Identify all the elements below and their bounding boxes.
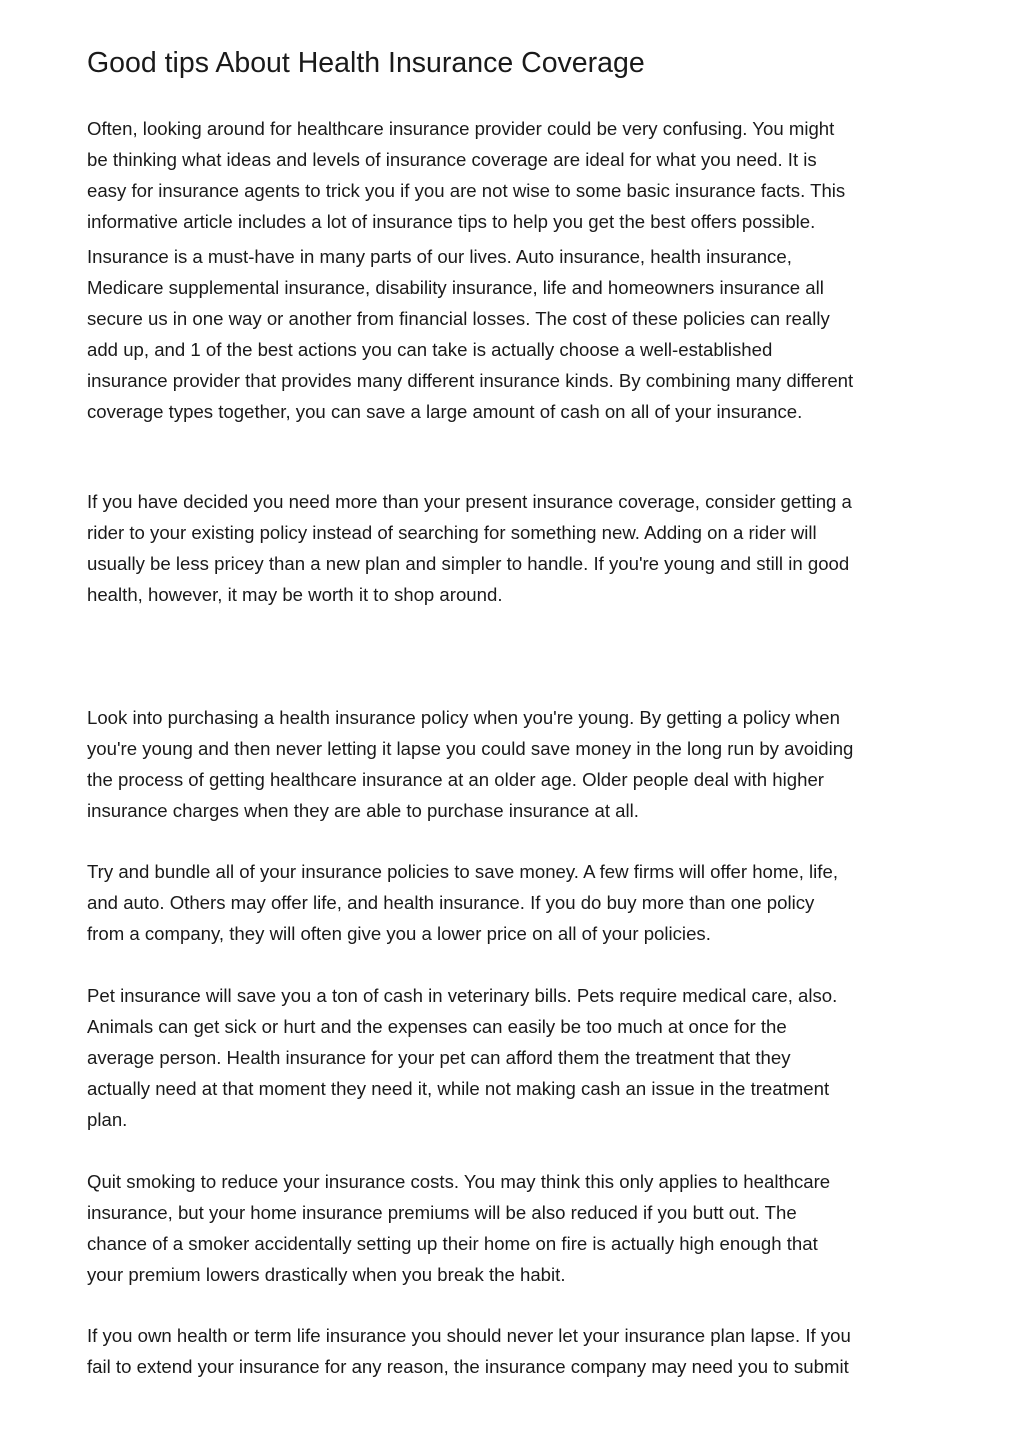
paragraph-line: from a company, they will often give you a lower price on all of your policies. — [87, 923, 711, 944]
paragraph-line: insurance, but your home insurance premiums will be also reduced if you butt out. The — [87, 1202, 797, 1223]
paragraph-line: Medicare supplemental insurance, disability insurance, life and homeowners insurance all — [87, 277, 824, 298]
paragraph-line: fail to extend your insurance for any reason, the insurance company may need you to submit — [87, 1356, 849, 1377]
paragraph-line: health, however, it may be worth it to shop around. — [87, 584, 503, 605]
paragraph-line: usually be less pricey than a new plan and simpler to handle. If you're young and still in good — [87, 553, 850, 574]
paragraph-line: actually need at that moment they need it, while not making cash an issue in the treatment — [87, 1078, 830, 1099]
paragraph-line: Try and bundle all of your insurance policies to save money. A few firms will offer home, life, — [87, 861, 838, 882]
paragraph-line: the process of getting healthcare insurance at an older age. Older people deal with higher — [87, 769, 824, 790]
paragraph-1 — [87, 113, 845, 237]
paragraph-line: you're young and then never letting it lapse you could save money in the long run by avoiding — [87, 738, 854, 759]
paragraph-line: plan. — [87, 1109, 128, 1130]
paragraph-4 — [87, 702, 853, 826]
document-title: Good tips About Health Insurance Coverage — [87, 47, 645, 79]
paragraph-line: Pet insurance will save you a ton of cash in veterinary bills. Pets require medical care, also. — [87, 985, 838, 1006]
paragraph-7 — [87, 1166, 830, 1290]
paragraph-8 — [87, 1320, 851, 1382]
paragraph-line: secure us in one way or another from financial losses. The cost of these policies can really — [87, 308, 830, 329]
paragraph-line: be thinking what ideas and levels of insurance coverage are ideal for what you need. It is — [87, 149, 817, 170]
paragraph-line: Insurance is a must-have in many parts of our lives. Auto insurance, health insurance, — [87, 246, 792, 267]
paragraph-line: If you have decided you need more than your present insurance coverage, consider getting a — [87, 491, 852, 512]
paragraph-line: average person. Health insurance for your pet can afford them the treatment that they — [87, 1047, 791, 1068]
paragraph-line: add up, and 1 of the best actions you can take is actually choose a well-established — [87, 339, 773, 360]
paragraph-line: Animals can get sick or hurt and the expenses can easily be too much at once for the — [87, 1016, 787, 1037]
paragraph-6 — [87, 980, 837, 1135]
paragraph-line: insurance provider that provides many different insurance kinds. By combining many different — [87, 370, 854, 391]
paragraph-line: easy for insurance agents to trick you if you are not wise to some basic insurance facts. This — [87, 180, 846, 201]
paragraph-line: your premium lowers drastically when you break the habit. — [87, 1264, 566, 1285]
paragraph-3 — [87, 486, 852, 610]
paragraph-line: coverage types together, you can save a large amount of cash on all of your insurance. — [87, 401, 803, 422]
paragraph-line: chance of a smoker accidentally setting up their home on fire is actually high enough that — [87, 1233, 818, 1254]
paragraph-5 — [87, 856, 838, 949]
paragraph-line: Quit smoking to reduce your insurance costs. You may think this only applies to healthcare — [87, 1171, 831, 1192]
paragraph-line: insurance charges when they are able to purchase insurance at all. — [87, 800, 639, 821]
paragraph-line: If you own health or term life insurance you should never let your insurance plan lapse. If you — [87, 1325, 851, 1346]
paragraph-line: and auto. Others may offer life, and health insurance. If you do buy more than one policy — [87, 892, 815, 913]
paragraph-line: informative article includes a lot of insurance tips to help you get the best offers possible. — [87, 211, 816, 232]
paragraph-line: rider to your existing policy instead of searching for something new. Adding on a rider will — [87, 522, 817, 543]
paragraph-2 — [87, 241, 853, 427]
paragraph-line: Look into purchasing a health insurance policy when you're young. By getting a policy when — [87, 707, 840, 728]
paragraph-line: Often, looking around for healthcare insurance provider could be very confusing. You might — [87, 118, 835, 139]
